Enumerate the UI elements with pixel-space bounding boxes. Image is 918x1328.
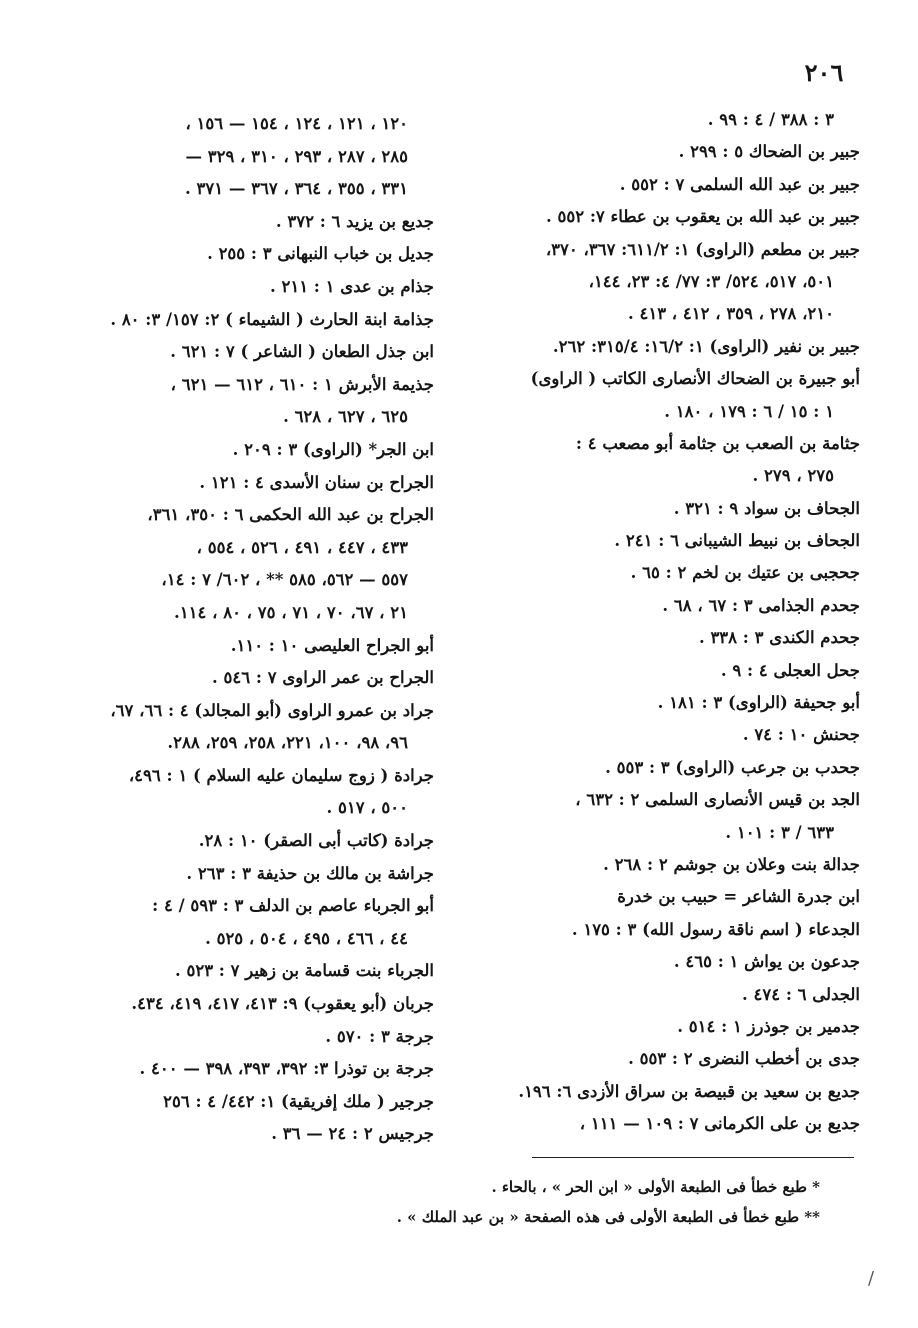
index-entry-line: جحنش ١٠ : ٧٤ .	[742, 725, 860, 745]
index-entry-line: جراد بن عمرو الراوى (أبو المجالد) ٤ : ٦٦، ٦٧،	[110, 700, 434, 720]
index-entry-line: جبير بن عبد الله السلمى ٧ : ٥٥٢ .	[619, 174, 860, 194]
index-entry-line: أبو الجرباء عاصم بن الدلف ٣ : ٥٩٣ / ٤ :	[152, 896, 434, 916]
index-column-right	[456, 104, 860, 1141]
index-entry-line: ابن الجر* (الراوى) ٣ : ٢٠٩ .	[232, 439, 434, 459]
index-entry-line: جذيمة الأبرش ١ : ٦١٠ ، ٦١٢ — ٦٢١ ،	[170, 374, 434, 394]
index-entry-line: ٣٣١ ، ٣٥٥ ، ٣٦٤ ، ٣٦٧ — ٣٧١ .	[185, 179, 408, 199]
page-mark: /	[868, 1268, 875, 1289]
index-entry-line: جديع بن على الكرمانى ٧ : ١٠٩ — ١١١ ،	[579, 1114, 860, 1134]
index-column-left	[54, 108, 434, 1151]
index-entry-line: ٦٣٣ / ٣ : ١٠١ .	[725, 822, 834, 842]
index-entry-line: جحدب بن جرعب (الراوى) ٣ : ٥٥٣ .	[605, 757, 860, 777]
index-entry-line: جرجير ( ملك إفريقية) ١: ٤٤٢/ ٤ : ٢٥٦	[163, 1091, 434, 1111]
index-entry-line: جذام بن عدى ١ : ٢١١ .	[269, 276, 434, 296]
index-entry-line: جبير بن مطعم (الراوى) ١: ٦١١/٢: ٣٦٧، ٣٧٠،	[545, 239, 860, 259]
index-entry-line: جدالة بنت وعلان بن جوشم ٢ : ٢٦٨ .	[603, 854, 860, 874]
index-entry-line: جربان (أبو يعقوب) ٩: ٤١٣، ٤١٧، ٤١٩، ٤٣٤.	[131, 994, 434, 1014]
index-entry-line: ٥٠١، ٥١٧، ٥٢٤/ ٣: ٧٧/ ٤: ٢٣، ١٤٤،	[588, 271, 834, 291]
index-entry-line: ٤٤ ، ٤٦٦ ، ٤٩٥ ، ٥٠٤ ، ٥٢٥ .	[205, 928, 408, 948]
index-entry-line: جذامة ابنة الحارث ( الشيماء ) ٢: ١٥٧/ ٣: ٨٠ .	[110, 309, 434, 329]
index-entry-line: جدى بن أخطب النضرى ٢ : ٥٥٣ .	[628, 1049, 860, 1069]
footnote-separator	[532, 1157, 854, 1158]
index-entry-line: ٢٧٥ ، ٢٧٩ .	[752, 466, 834, 486]
index-entry-line: ٥٥٧ — ٥٦٢، ٥٨٥ ** ، ٦٠٢/ ٧ : ١٤،	[161, 570, 408, 590]
index-entry-line: الجدلى ٦ : ٤٧٤ .	[741, 984, 860, 1004]
index-entry-line: ٢١٠، ٢٧٨ ، ٣٥٩ ، ٤١٢ ، ٤١٣ .	[627, 304, 834, 324]
footnote: * طبع خطأ فى الطبعة الأولى « ابن الحر » ، بالحاء .	[491, 1178, 820, 1196]
index-entry-line: ٢١ ، ٦٧، ٧٠ ، ٧١ ، ٧٥ ، ٨٠ ، ١١٤.	[174, 602, 408, 622]
index-entry-line: جدمير بن جوذرز ١ : ٥١٤ .	[677, 1016, 860, 1036]
index-entry-line: أبو جبيرة بن الضحاك الأنصارى الكاتب ( الراوى)	[530, 369, 860, 389]
index-entry-line: جحجبى بن عتيك بن لخم ٢ : ٦٥ .	[630, 563, 860, 583]
footnote: ** طبع خطأ فى الطبعة الأولى فى هذه الصفحة « بن عبد الملك » .	[396, 1208, 820, 1226]
index-entry-line: أبو جحيفة (الراوى) ٣ : ١٨١ .	[657, 693, 860, 713]
index-entry-line: جراشة بن مالك بن حذيفة ٣ : ٢٦٣ .	[186, 863, 434, 883]
index-entry-line: جديل بن خباب النبهانى ٣ : ٢٥٥ .	[207, 244, 434, 264]
index-entry-line: ابن جذل الطعان ( الشاعر ) ٧ : ٦٢١ .	[170, 342, 434, 362]
index-entry-line: ٩٦، ٩٨، ١٠٠، ٢٢١، ٢٥٨، ٢٥٩، ٢٨٨.	[167, 733, 408, 753]
index-entry-line: الجرباء بنت قسامة بن زهير ٧ : ٥٢٣ .	[174, 961, 434, 981]
index-entry-line: أبو الجراح العليصى ١٠ : ١١٠.	[230, 635, 434, 655]
index-entry-line: ٥٠٠ ، ٥١٧ .	[326, 798, 408, 818]
index-entry-line: ٣ : ٣٨٨ / ٤ : ٩٩ .	[707, 110, 834, 129]
index-entry-line: جبير بن عبد الله بن يعقوب بن عطاء ٧: ٥٥٢ .	[545, 207, 860, 227]
index-entry-line: جديع بن يزيد ٦ : ٣٧٢ .	[275, 211, 434, 231]
index-entry-line: ٦٢٥ ، ٦٢٧ ، ٦٢٨ .	[283, 407, 408, 427]
index-entry-line: الجدعاء ( اسم ناقة رسول الله) ٣ : ١٧٥ .	[571, 919, 860, 939]
index-entry-line: جرجيس ٢ : ٢٤ — ٣٦ .	[271, 1124, 434, 1144]
index-entry-line: الجحاف بن سواد ٩ : ٣٢١ .	[673, 498, 860, 518]
index-entry-line: الجراح بن سنان الأسدى ٤ : ١٢١ .	[199, 472, 434, 492]
index-entry-line: ١٢٠ ، ١٢١ ، ١٢٤ ، ١٥٤ — ١٥٦ ،	[185, 114, 408, 133]
index-entry-line: جرادة (كاتب أبى الصقر) ١٠ : ٢٨.	[198, 831, 434, 851]
page-number: ٢٠٦	[804, 58, 844, 87]
index-entry-line: ١ : ١٥ / ٦ : ١٧٩ ، ١٨٠ .	[664, 401, 834, 421]
index-entry-line: جحل العجلى ٤ : ٩ .	[720, 660, 860, 680]
index-entry-line: جحدم الكندى ٣ : ٣٣٨ .	[698, 628, 860, 648]
index-entry-line: جديع بن سعيد بن قبيصة بن سراق الأزدى ٦: ١٩٦.	[518, 1081, 860, 1101]
index-entry-line: ابن جدرة الشاعر = حبيب بن خدرة	[617, 887, 860, 907]
index-entry-line: الجراح بن عبد الله الحكمى ٦ : ٣٥٠، ٣٦١،	[147, 505, 434, 525]
index-entry-line: ٤٣٣ ، ٤٤٧ ، ٤٩١ ، ٥٢٦ ، ٥٥٤ ،	[196, 537, 408, 557]
index-entry-line: جثامة بن الصعب بن جثامة أبو مصعب ٤ :	[575, 433, 860, 453]
index-entry-line: جدعون بن يواش ١ : ٤٦٥ .	[673, 952, 860, 972]
index-entry-line: الجحاف بن نبيط الشيبانى ٦ : ٢٤١ .	[614, 531, 860, 551]
index-entry-line: جبير بن الضحاك ٥ : ٢٩٩ .	[678, 142, 860, 162]
index-entry-line: جرادة ( زوج سليمان عليه السلام ) ١ : ٤٩٦،	[128, 765, 434, 785]
index-entry-line: جبير بن نفير (الراوى) ١: ١٦/٢: ٣١٥/٤: ٢٦٢.	[552, 336, 860, 356]
index-entry-line: جحدم الجذامى ٣ : ٦٧ ، ٦٨ .	[662, 595, 860, 615]
index-entry-line: الجد بن قيس الأنصارى السلمى ٢ : ٦٣٢ ،	[575, 790, 860, 810]
index-entry-line: جرجة ٣ : ٥٧٠ .	[325, 1026, 434, 1046]
index-entry-line: ٢٨٥ ، ٢٨٧ ، ٢٩٣ ، ٣١٠ ، ٣٢٩ —	[185, 146, 408, 166]
index-entry-line: جرجة بن توذرا ٣: ٣٩٢، ٣٩٣، ٣٩٨ — ٤٠٠ .	[139, 1059, 434, 1079]
index-entry-line: الجراح بن عمر الراوى ٧ : ٥٤٦ .	[212, 668, 434, 688]
footnotes	[300, 1172, 820, 1232]
